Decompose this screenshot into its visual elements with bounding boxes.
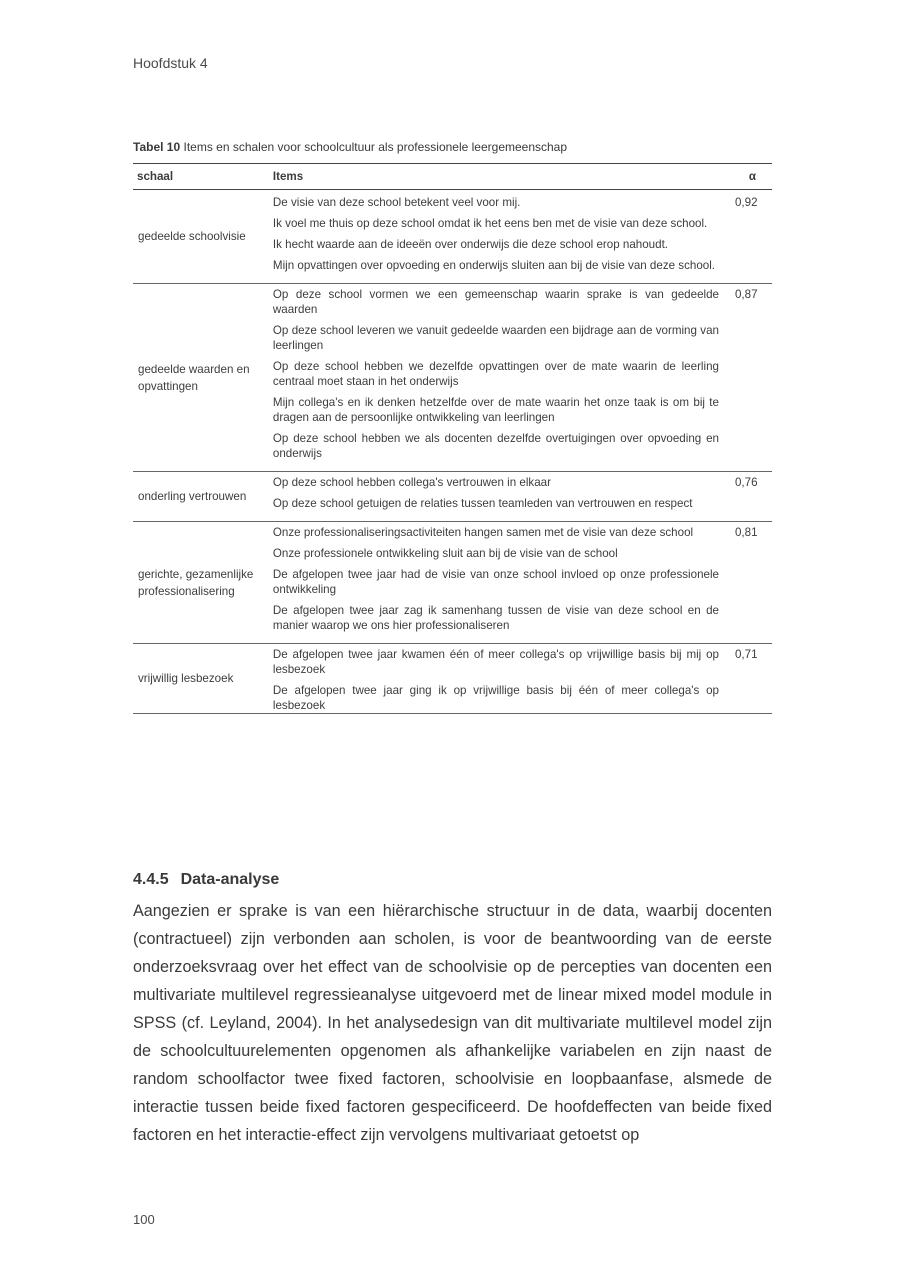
alpha-cell xyxy=(733,522,772,644)
item-cell xyxy=(269,392,733,428)
table-caption xyxy=(133,140,567,154)
item-cell xyxy=(269,472,733,494)
item-text: Mijn collega's en ik denken hetzelfde over de mate waarin het onze taak is om bij te dragen aan de persoonlijke ontwikkeling van leerlingen xyxy=(272,396,719,424)
scale-name: gedeelde waarden en opvattingen xyxy=(138,362,250,393)
alpha-cell xyxy=(733,190,772,284)
table-row xyxy=(133,472,772,494)
item-cell xyxy=(269,522,733,544)
table-caption-text: Items en schalen voor schoolcultuur als professionele leergemeenschap xyxy=(183,140,568,154)
scale-name: vrijwillig lesbezoek xyxy=(138,672,234,685)
item-cell xyxy=(269,356,733,392)
alpha-value: 0,87 xyxy=(734,288,758,301)
item-cell xyxy=(269,320,733,356)
table-caption-label: Tabel 10 xyxy=(133,140,181,154)
table-header-row xyxy=(133,164,772,190)
scale-name: onderling vertrouwen xyxy=(138,490,247,503)
table-row xyxy=(133,284,772,321)
item-text: Ik hecht waarde aan de ideeën over onderwijs die deze school erop nahoudt. xyxy=(272,238,669,251)
scale-cell xyxy=(133,522,269,644)
table-row xyxy=(133,522,772,544)
item-cell xyxy=(269,213,733,234)
alpha-value: 0,71 xyxy=(734,648,758,661)
page-number: 100 xyxy=(133,1212,155,1227)
section-heading xyxy=(133,871,279,889)
item-cell xyxy=(269,284,733,321)
item-cell xyxy=(269,190,733,214)
item-cell xyxy=(269,564,733,600)
items-table xyxy=(133,163,772,714)
item-text: De visie van deze school betekent veel voor mij. xyxy=(272,196,521,209)
item-cell xyxy=(269,493,733,522)
column-header-alpha: α xyxy=(733,164,772,190)
item-text: Op deze school hebben we dezelfde opvattingen over de mate waarin de leerling centraal moet staan in het onderwijs xyxy=(272,360,719,388)
item-text: Onze professionaliseringsactiviteiten hangen samen met de visie van deze school xyxy=(272,526,694,539)
alpha-cell xyxy=(733,284,772,472)
item-cell xyxy=(269,428,733,472)
item-cell xyxy=(269,680,733,714)
alpha-cell xyxy=(733,644,772,714)
table-body xyxy=(133,190,772,714)
section-paragraph: Aangezien er sprake is van een hiërarchische structuur in de data, waarbij docenten (contractueel) zijn verbonden aan scholen, is voor de beantwoording van de eerste onderzoeksvraag over het effect van de schoolvisie op de percepties van docenten een multivariate multilevel regressieanalyse uitgevoerd met de linear mixed model module in SPSS (cf. Leyland, 2004). In het analysedesign van dit multivariate multilevel model zijn de schoolcultuurelementen opgenomen als afhankelijke variabelen en zijn naast de random schoolfactor twee fixed factoren, schoolvisie en loopbaanfase, alsmede de interactie tussen beide fixed factoren gespecificeerd. De hoofdeffecten van beide fixed factoren en het interactie-effect zijn vervolgens multivariaat getoetst op xyxy=(133,902,772,1144)
item-cell xyxy=(269,543,733,564)
item-text: Op deze school vormen we een gemeenschap waarin sprake is van gedeelde waarden xyxy=(272,288,719,316)
item-cell xyxy=(269,255,733,284)
scale-name: gerichte, gezamenlijke professionalisering xyxy=(138,567,254,598)
scale-name: gedeelde schoolvisie xyxy=(138,230,246,243)
table-row xyxy=(133,644,772,681)
item-text: Mijn opvattingen over opvoeding en onderwijs sluiten aan bij de visie van deze school. xyxy=(272,259,716,272)
item-text: Op deze school getuigen de relaties tussen teamleden van vertrouwen en respect xyxy=(272,497,693,510)
alpha-value: 0,81 xyxy=(734,526,758,539)
item-cell xyxy=(269,600,733,644)
item-text: De afgelopen twee jaar kwamen één of meer collega's op vrijwillige basis bij mij op lesbezoek xyxy=(272,648,719,676)
item-cell xyxy=(269,234,733,255)
scale-cell xyxy=(133,644,269,714)
item-text: Ik voel me thuis op deze school omdat ik het eens ben met de visie van deze school. xyxy=(272,217,708,230)
item-text: De afgelopen twee jaar zag ik samenhang tussen de visie van deze school en de manier waarop we ons hier professionaliseren xyxy=(272,604,719,632)
item-text: Op deze school leveren we vanuit gedeelde waarden een bijdrage aan de vorming van leerlingen xyxy=(272,324,719,352)
section-number: 4.4.5 xyxy=(133,871,169,888)
table-row xyxy=(133,190,772,214)
column-header-items: Items xyxy=(269,164,733,190)
alpha-value: 0,76 xyxy=(734,476,758,489)
item-cell xyxy=(269,644,733,681)
scale-cell xyxy=(133,190,269,284)
item-text: De afgelopen twee jaar ging ik op vrijwillige basis bij één of meer collega's op lesbezoek xyxy=(272,684,719,712)
item-text: Op deze school hebben collega's vertrouwen in elkaar xyxy=(272,476,551,489)
section-title: Data-analyse xyxy=(180,871,280,888)
alpha-value: 0,92 xyxy=(734,196,758,209)
column-header-schaal: schaal xyxy=(133,164,269,190)
alpha-cell xyxy=(733,472,772,522)
scale-cell xyxy=(133,472,269,522)
running-head: Hoofdstuk 4 xyxy=(133,55,208,71)
item-text: Onze professionele ontwikkeling sluit aan bij de visie van de school xyxy=(272,547,618,560)
item-text: De afgelopen twee jaar had de visie van onze school invloed op onze professionele ontwikkeling xyxy=(272,568,719,596)
item-text: Op deze school hebben we als docenten dezelfde overtuigingen over opvoeding en onderwijs xyxy=(272,432,719,460)
scale-cell xyxy=(133,284,269,472)
